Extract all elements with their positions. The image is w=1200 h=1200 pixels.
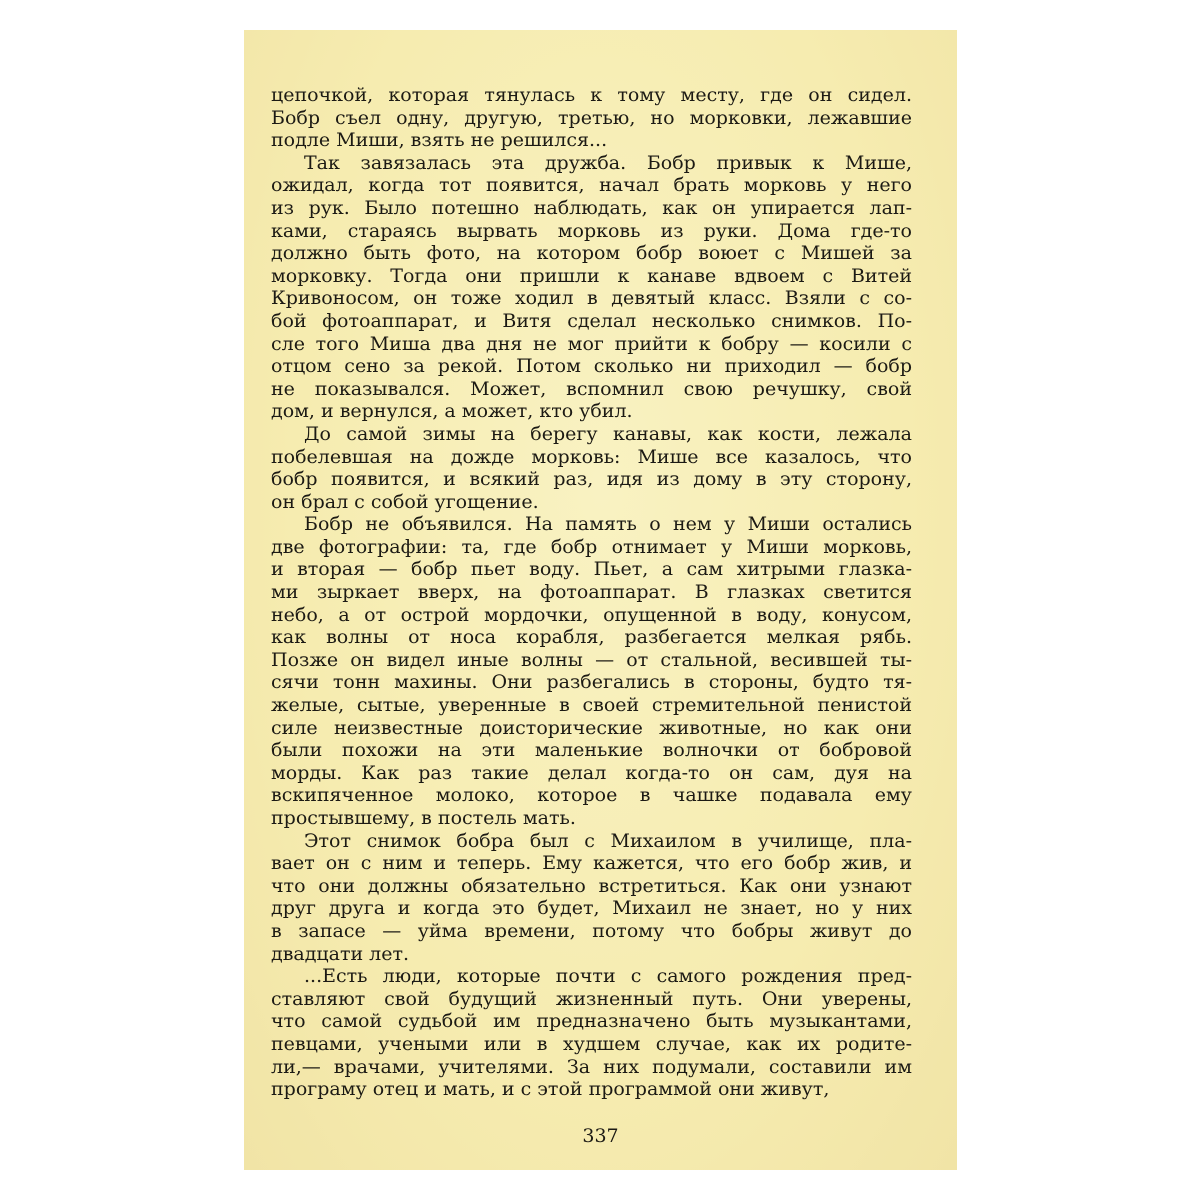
text-line: он брал с собой угощение.	[271, 490, 539, 513]
body-text	[271, 84, 912, 1101]
text-line: что они должны обязательно встретиться. Как они узнают	[271, 874, 912, 897]
text-line: бой фотоаппарат, и Витя сделал несколько снимков. По-	[271, 309, 912, 332]
text-line: Так завязалась эта дружба. Бобр привык к Мише,	[304, 151, 912, 174]
text-line: дом, и вернулся, а может, кто убил.	[271, 400, 633, 423]
text-line: друг друга и когда это будет, Михаил не знает, но у них	[271, 897, 912, 920]
text-line: простывшему, в постель мать.	[271, 807, 576, 829]
text-line: Бобр не объявился. На память о нем у Миши остались	[304, 513, 912, 536]
text-line: отцом сено за рекой. Потом сколько ни приходил — бобр	[271, 355, 912, 378]
text-line: цепочкой, которая тянулась к тому месту, где он сидел.	[271, 84, 912, 106]
paragraph	[271, 830, 912, 966]
text-line: програму отец и мать, и с этой программой они живут,	[271, 1078, 830, 1101]
text-line: сле того Миша два дня не мог прийти к бобру — косили с	[271, 332, 912, 355]
text-line: ками, стараясь вырвать морковь из руки. Дома где-то	[271, 219, 912, 242]
paragraph	[271, 152, 912, 423]
text-line: две фотографии: та, где бобр отнимает у Миши морковь,	[271, 535, 912, 558]
book-page	[244, 30, 957, 1170]
text-line: желые, сытые, уверенные в своей стремительной пенистой	[271, 694, 912, 717]
text-line: вает он с ним и теперь. Ему кажется, что его бобр жив, и	[271, 852, 912, 875]
paragraph	[271, 423, 912, 513]
paragraph	[271, 513, 912, 829]
page-number: 337	[582, 1125, 619, 1147]
text-line: До самой зимы на берегу канавы, как кости, лежала	[304, 422, 912, 445]
text-line: Кривоносом, он тоже ходил в девятый класс. Взяли с со-	[271, 287, 912, 310]
text-line: певцами, учеными или в худшем случае, как их родите-	[271, 1032, 912, 1055]
text-line: ми зыркает вверх, на фотоаппарат. В глазках светится	[271, 581, 912, 604]
text-line: силе неизвестные доисторические животные, но как они	[271, 716, 912, 739]
text-line: вскипяченное молоко, которое в чашке подавала ему	[271, 784, 912, 807]
paragraph	[271, 965, 912, 1101]
text-line: бобр появится, и всякий раз, идя из дому в эту сторону,	[271, 468, 912, 491]
text-line: ставляют свой будущий жизненный путь. Они уверены,	[271, 987, 912, 1010]
text-line: Позже он видел иные волны — от стальной, весившей ты-	[271, 648, 912, 671]
text-line: из рук. Было потешно наблюдать, как он упирается лап-	[271, 196, 912, 219]
text-line: Этот снимок бобра был с Михаилом в училище, пла-	[304, 829, 912, 852]
text-line: морковку. Тогда они пришли к канаве вдвоем с Витей	[271, 264, 912, 287]
text-line: не показывался. Может, вспомнил свою речушку, свой	[271, 377, 912, 400]
text-line: в запасе — уйма времени, потому что бобры живут до	[271, 919, 912, 942]
text-line: сячи тонн махины. Они разбегались в стороны, будто тя-	[271, 671, 912, 694]
text-line: как волны от носа корабля, разбегается мелкая рябь.	[271, 626, 912, 649]
text-line: двадцати лет.	[271, 942, 410, 965]
text-line: были похожи на эти маленькие волночки от бобровой	[271, 739, 912, 762]
text-line: и вторая — бобр пьет воду. Пьет, а сам хитрыми глазка-	[271, 558, 912, 581]
text-line: подле Миши, взять не решился...	[271, 129, 608, 152]
text-line: ли,— врачами, учителями. За них подумали, составили им	[271, 1055, 912, 1078]
text-line: Бобр съел одну, другую, третью, но морковки, лежавшие	[271, 106, 912, 129]
text-line: что самой судьбой им предназначено быть музыкантами,	[271, 1010, 912, 1033]
text-line: небо, а от острой мордочки, опущенной в воду, конусом,	[271, 603, 912, 626]
text-line: ожидал, когда тот появится, начал брать морковь у него	[271, 174, 912, 197]
text-line: должно быть фото, на котором бобр воюет с Мишей за	[271, 242, 912, 265]
text-line: побелевшая на дожде морковь: Мише все казалось, что	[271, 445, 912, 468]
text-line: морды. Как раз такие делал когда-то он сам, дуя на	[271, 761, 912, 784]
paragraph	[271, 84, 912, 152]
text-line: ...Есть люди, которые почти с самого рождения пред-	[304, 965, 912, 988]
